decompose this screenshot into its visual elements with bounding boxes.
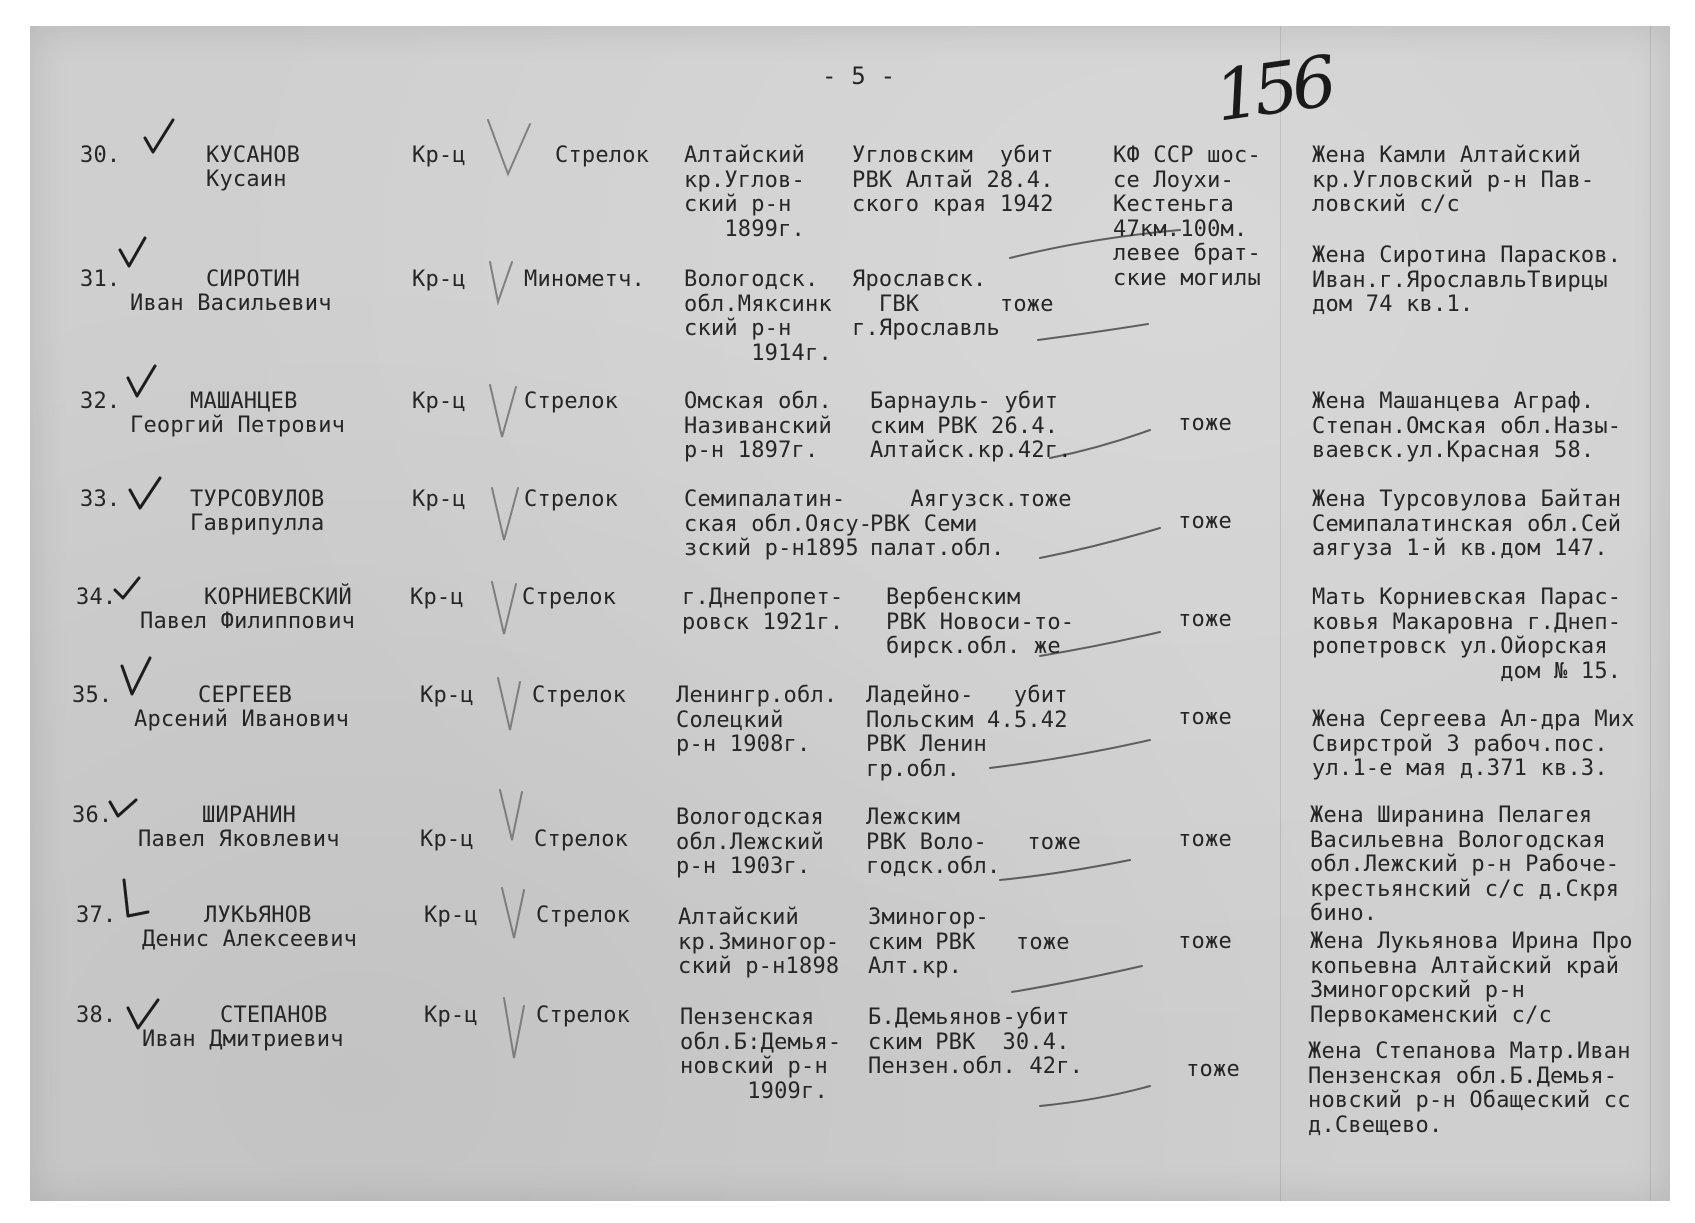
soldier-surname: ЛУКЬЯНОВ xyxy=(204,903,312,928)
relatives-info: Жена Камли Алтайский кр.Угловский р-н Пав- ловский с/с xyxy=(1312,143,1595,217)
check-mark-icon xyxy=(124,880,148,916)
row-number: 32. xyxy=(80,389,121,414)
row-number: 35. xyxy=(72,683,113,708)
soldier-surname: МАШАНЦЕВ xyxy=(190,389,298,414)
pencil-tick-icon xyxy=(500,790,522,840)
row-number: 34. xyxy=(76,585,117,610)
check-mark-icon xyxy=(110,800,136,816)
rank: Кр-ц xyxy=(420,827,474,852)
soldier-surname: СИРОТИН xyxy=(206,267,301,292)
birth-info: Омская обл. Називанский р-н 1897г. xyxy=(684,389,832,463)
draft-office: Аягузск.тоже РВК Семи палат.обл. xyxy=(870,487,1072,561)
row-number: 31. xyxy=(80,267,121,292)
check-mark-icon xyxy=(130,478,160,508)
birth-info: Вологодск. обл.Мяксинк ский р-н 1914г. xyxy=(684,267,832,366)
draft-office: Вербенским РВК Новоси-то- бирск.обл. же xyxy=(886,585,1075,659)
role: Стрелок xyxy=(524,487,619,512)
draft-office: Угловским убит РВК Алтай 28.4. ского края 1942 xyxy=(852,143,1054,217)
check-mark-icon xyxy=(115,578,139,598)
relatives-info: Жена Машанцева Аграф. Степан.Омская обл.Назы- ваевск.ул.Красная 58. xyxy=(1312,389,1622,463)
pencil-tick-icon xyxy=(502,888,524,938)
page-number: - 5 - xyxy=(822,62,896,90)
soldier-given-name: Павел Филиппович xyxy=(140,609,356,634)
burial-place: тоже xyxy=(1178,705,1232,730)
rank: Кр-ц xyxy=(412,267,466,292)
row-number: 38. xyxy=(76,1003,117,1028)
soldier-given-name: Иван Васильевич xyxy=(130,291,332,316)
relatives-info: Жена Сиротина Парасков. Иван.г.ЯрославльТвирцы дом 74 кв.1. xyxy=(1312,243,1622,317)
soldier-surname: КУСАНОВ xyxy=(206,143,301,168)
burial-place: тоже xyxy=(1178,411,1232,436)
row-number: 30. xyxy=(80,143,121,168)
soldier-given-name: Кусаин xyxy=(206,167,287,192)
soldier-surname: СЕРГЕЕВ xyxy=(198,683,293,708)
draft-office: Зминогор- ским РВК тоже Алт.кр. xyxy=(868,905,1070,979)
burial-place: КФ ССР шос- се Лоухи- Кестеньга 47км.100м. левее брат- ские могилы xyxy=(1113,143,1261,291)
role: Минометч. xyxy=(524,267,646,292)
role: Стрелок xyxy=(555,143,650,168)
pencil-tick-icon xyxy=(492,488,518,540)
check-mark-icon xyxy=(128,366,155,396)
draft-office: Ярославск. ГВК тоже г.Ярославль xyxy=(852,267,1054,341)
check-mark-icon xyxy=(122,658,150,694)
rank: Кр-ц xyxy=(424,1003,478,1028)
birth-info: г.Днепропет- ровск 1921г. xyxy=(682,585,844,635)
pencil-tick-icon xyxy=(490,385,516,437)
pencil-stroke xyxy=(1040,1086,1150,1106)
draft-office: Б.Демьянов-убит ским РВК 30.4. Пензен.обл. 42г. xyxy=(868,1005,1084,1079)
row-number: 36. xyxy=(72,803,113,828)
rank: Кр-ц xyxy=(410,585,464,610)
soldier-given-name: Денис Алексеевич xyxy=(142,927,358,952)
burial-place: тоже xyxy=(1178,929,1232,954)
soldier-given-name: Павел Яковлевич xyxy=(138,827,340,852)
draft-office: Ладейно- убит Польским 4.5.42 РВК Ленин гр.обл. xyxy=(866,683,1068,782)
role: Стрелок xyxy=(524,389,619,414)
burial-place: тоже xyxy=(1186,1057,1240,1082)
relatives-info: Жена Лукьянова Ирина Про копьевна Алтайский край Зминогорский р-н Первокаменский с/с xyxy=(1310,929,1633,1028)
relatives-info: Жена Сергеева Ал-дра Мих Свирстрой 3 рабоч.пос. ул.1-е мая д.371 кв.3. xyxy=(1312,707,1635,781)
role: Стрелок xyxy=(532,683,627,708)
soldier-surname: СТЕПАНОВ xyxy=(220,1003,328,1028)
soldier-given-name: Иван Дмитриевич xyxy=(142,1027,344,1052)
archive-sheet-number: 156 xyxy=(1209,40,1336,138)
birth-info: Семипалатин- ская обл.Оясу- зский р-н1895 xyxy=(684,487,873,561)
rank: Кр-ц xyxy=(412,389,466,414)
check-mark-icon xyxy=(120,238,145,266)
soldier-given-name: Арсений Иванович xyxy=(134,707,350,732)
burial-place: тоже xyxy=(1178,607,1232,632)
burial-place: тоже xyxy=(1178,509,1232,534)
pencil-tick-icon xyxy=(490,262,512,302)
relatives-info: Жена Степанова Матр.Иван Пензенская обл.Б.Демья- новский р-н Обащеский сс д.Свещево. xyxy=(1308,1039,1631,1138)
relatives-info: Мать Корниевская Парас- ковья Макаровна г.Днеп- ропетровск ул.Ойорская дом № 15. xyxy=(1312,585,1622,684)
pencil-tick-icon xyxy=(498,678,520,730)
role: Стрелок xyxy=(534,827,629,852)
soldier-surname: ШИРАНИН xyxy=(202,803,297,828)
rank: Кр-ц xyxy=(420,683,474,708)
soldier-surname: КОРНИЕВСКИЙ xyxy=(204,585,352,610)
check-mark-icon xyxy=(128,1000,158,1028)
birth-info: Алтайский кр.Зминогор- ский р-н1898 xyxy=(678,905,840,979)
rank: Кр-ц xyxy=(412,143,466,168)
pencil-tick-icon xyxy=(492,582,516,634)
birth-info: Ленингр.обл. Солецкий р-н 1908г. xyxy=(676,683,838,757)
relatives-info: Жена Ширанина Пелагея Васильевна Вологодская обл.Лежский р-н Рабоче- крестьянский с/с д.Скря бино. xyxy=(1310,803,1620,926)
pencil-tick-icon xyxy=(488,120,530,174)
birth-info: Вологодская обл.Лежский р-н 1903г. xyxy=(676,805,824,879)
role: Стрелок xyxy=(522,585,617,610)
soldier-surname: ТУРСОВУЛОВ xyxy=(190,487,325,512)
role: Стрелок xyxy=(536,903,631,928)
birth-info: Алтайский кр.Углов- ский р-н 1899г. xyxy=(684,143,806,242)
rank: Кр-ц xyxy=(412,487,466,512)
pencil-tick-icon xyxy=(504,998,524,1058)
soldier-given-name: Гаврипулла xyxy=(190,511,325,536)
pencil-stroke xyxy=(1038,324,1148,340)
relatives-info: Жена Турсовулова Байтан Семипалатинская обл.Сей аягуза 1-й кв.дом 147. xyxy=(1312,487,1622,561)
row-number: 37. xyxy=(76,903,117,928)
birth-info: Пензенская обл.Б:Демья- новский р-н 1909г. xyxy=(680,1005,842,1104)
row-number: 33. xyxy=(80,487,121,512)
soldier-given-name: Георгий Петрович xyxy=(130,413,346,438)
draft-office: Лежским РВК Воло- тоже годск.обл. xyxy=(866,805,1082,879)
rank: Кр-ц xyxy=(424,903,478,928)
role: Стрелок xyxy=(536,1003,631,1028)
draft-office: Барнауль- убит ским РВК 26.4. Алтайск.кр.42г. xyxy=(870,389,1072,463)
burial-place: тоже xyxy=(1178,827,1232,852)
check-mark-icon xyxy=(145,120,173,152)
